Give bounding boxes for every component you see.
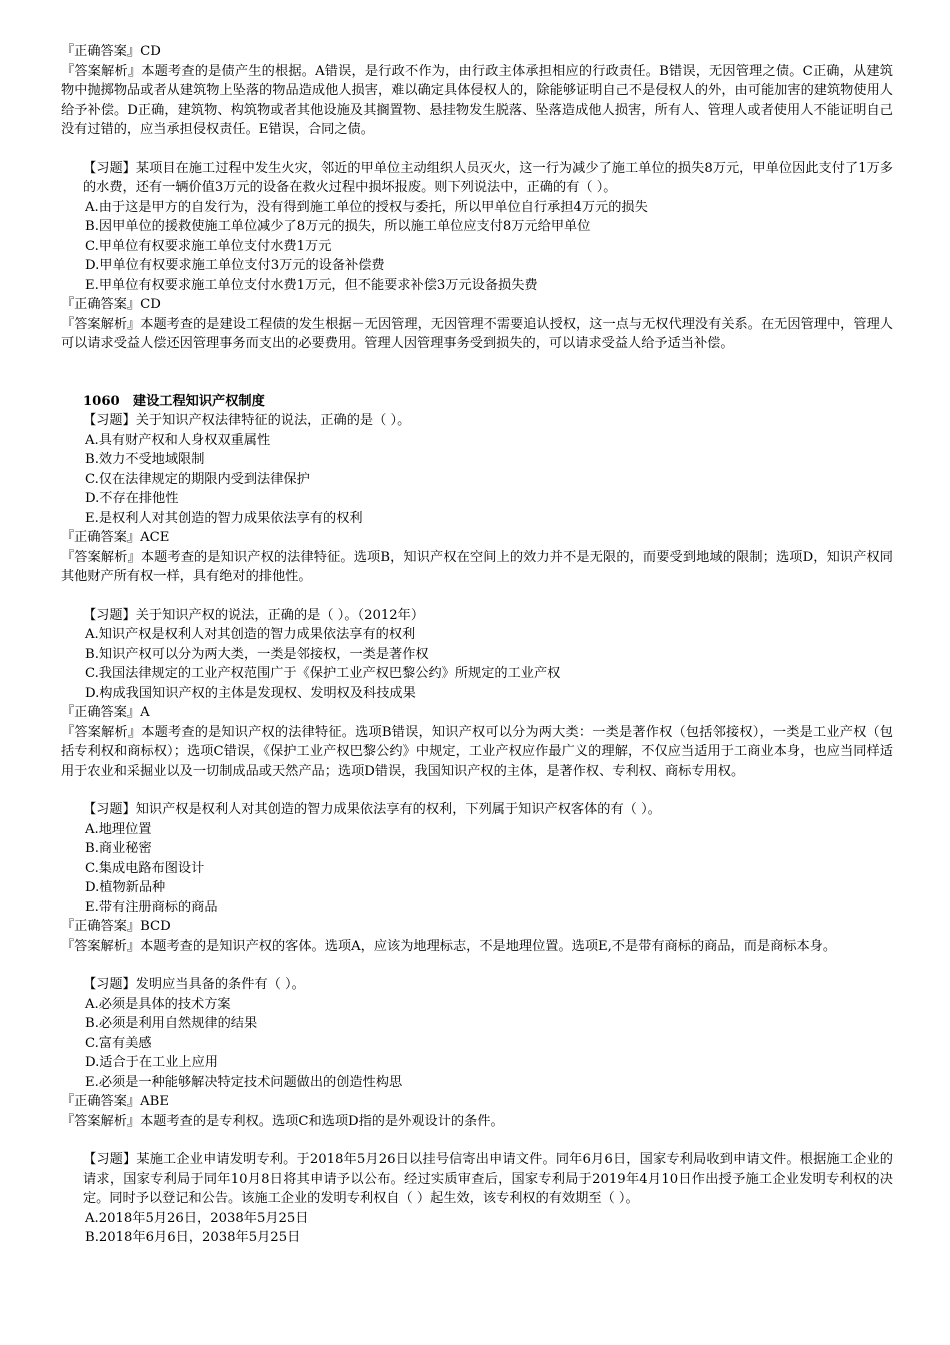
q1-option-e: E.甲单位有权要求施工单位支付水费1万元，但不能要求补偿3万元设备损失费 <box>85 277 538 293</box>
q5-stem: 【习题】发明应当具备的条件有（ ）。 <box>83 977 305 992</box>
q5-answer: 『正确答案』ABE <box>61 1094 169 1109</box>
q3-stem: 【习题】关于知识产权的说法，正确的是（ ）。（2012年） <box>83 607 425 623</box>
q4-option-d: D.植物新品种 <box>85 880 166 895</box>
q5-option-c: C.富有美感 <box>85 1035 152 1051</box>
q0-analysis: 『答案解析』本题考查的是债产生的根据。A错误，是行政不作为，由行政主体承担相应的行政责任。B错误，无因管理之债。C正确，从建筑物中抛掷物品或者从建筑物上坠落的物品造成他人损害，难以确定具体侵权人的，除能够证明自己不是侵权人的外，由可能加害的建筑物使用人给予补偿。D正确，建筑物、构筑物或者其他设施及其搁置物、悬挂物发生脱落、坠落造成他人损害，所有人、管理人或者使用人不能证明自己没有过错的，应当承担侵权责任。E错误，合同之债。 <box>61 63 893 137</box>
q2-option-e: E.是权利人对其创造的智力成果依法享有的权利 <box>85 510 363 526</box>
q0-answer: 『正确答案』CD <box>61 44 161 59</box>
q5-analysis: 『答案解析』本题考查的是专利权。选项C和选项D指的是外观设计的条件。 <box>61 1113 504 1129</box>
q4-option-e: E.带有注册商标的商品 <box>85 899 218 915</box>
q1-option-d: D.甲单位有权要求施工单位支付3万元的设备补偿费 <box>85 258 385 273</box>
q4-analysis: 『答案解析』本题考查的是知识产权的客体。选项A，应该为地理标志，不是地理位置。选项E,不是带有商标的商品，而是商标本身。 <box>61 938 837 954</box>
q4-answer: 『正确答案』BCD <box>61 919 171 934</box>
q5-option-b: B.必须是利用自然规律的结果 <box>85 1016 258 1031</box>
q6-stem: 【习题】某施工企业申请发明专利。于2018年5月26日以挂号信寄出申请文件。同年6月6日，国家专利局收到申请文件。根据施工企业的请求，国家专利局于同年10月8日将其申请予以公布。经过实质审查后，国家专利局于2019年4月10日作出授予施工企业发明专利权的决定。同时予以登记和公告。该施工企业的发明专利权自（ ）起生效，该专利权的有效期至（ ）。 <box>83 1152 893 1206</box>
q2-option-b: B.效力不受地域限制 <box>85 452 205 467</box>
q4-stem: 【习题】知识产权是权利人对其创造的智力成果依法享有的权利，下列属于知识产权客体的有（ ）。 <box>83 802 661 817</box>
q3-analysis: 『答案解析』本题考查的是知识产权的法律特征。选项B错误，知识产权可以分为两大类：一类是著作权（包括邻接权），一类是工业产权（包括专利权和商标权）；选项C错误，《保护工业产权巴黎公约》中规定，工业产权应作最广义的理解，不仅应当适用于工商业本身，也应当同样适用于农业和采掘业以及一切制成品或天然产品；选项D错误，我国知识产权的主体，是著作权、专利权、商标专用权。 <box>61 724 893 779</box>
q2-analysis: 『答案解析』本题考查的是知识产权的法律特征。选项B，知识产权在空间上的效力并不是无限的，而要受到地域的限制；选项D，知识产权同其他财产所有权一样，具有绝对的排他性。 <box>61 549 893 584</box>
q4-option-c: C.集成电路布图设计 <box>85 860 205 876</box>
q3-option-d: D.构成我国知识产权的主体是发现权、发明权及科技成果 <box>85 685 416 701</box>
q3-answer: 『正确答案』A <box>61 705 150 720</box>
q1-stem: 【习题】某项目在施工过程中发生火灾，邻近的甲单位主动组织人员灭火，这一行为减少了施工单位的损失8万元，甲单位因此支付了1万多的水费，还有一辆价值3万元的设备在救火过程中损坏报废。则下列说法中，正确的有（ ）。 <box>83 160 893 195</box>
q2-stem: 【习题】关于知识产权法律特征的说法，正确的是（ ）。 <box>83 413 411 428</box>
document-page <box>61 42 893 1248</box>
q5-option-a: A.必须是具体的技术方案 <box>85 996 231 1012</box>
q5-option-d: D.适合于在工业上应用 <box>85 1055 218 1070</box>
q2-answer: 『正确答案』ACE <box>61 530 170 545</box>
q2-option-a: A.具有财产权和人身权双重属性 <box>85 432 271 448</box>
q1-option-a: A.由于这是甲方的自发行为，没有得到施工单位的授权与委托，所以甲单位自行承担4万元的损失 <box>85 199 648 215</box>
q4-option-b: B.商业秘密 <box>85 841 152 856</box>
q2-option-c: C.仅在法律规定的期限内受到法律保护 <box>85 471 310 487</box>
q5-option-e: E.必须是一种能够解决特定技术问题做出的创造性构思 <box>85 1074 403 1090</box>
q3-option-b: B.知识产权可以分为两大类，一类是邻接权，一类是著作权 <box>85 646 429 662</box>
q1-answer: 『正确答案』CD <box>61 297 161 312</box>
q1-option-c: C.甲单位有权要求施工单位支付水费1万元 <box>85 238 332 254</box>
q1-analysis: 『答案解析』本题考查的是建设工程债的发生根据－无因管理，无因管理不需要追认授权，这一点与无权代理没有关系。在无因管理中，管理人可以请求受益人偿还因管理事务而支出的必要费用。管理人因管理事务受到损失的，可以请求受益人给予适当补偿。 <box>61 316 893 351</box>
q1-option-b: B.因甲单位的援救使施工单位减少了8万元的损失，所以施工单位应支付8万元给甲单位 <box>85 219 591 234</box>
q2-option-d: D.不存在排他性 <box>85 491 179 506</box>
q6-option-b: B.2018年6月6日，2038年5月25日 <box>85 1230 301 1245</box>
q3-option-a: A.知识产权是权利人对其创造的智力成果依法享有的权利 <box>85 627 416 642</box>
q6-option-a: A.2018年5月26日，2038年5月25日 <box>85 1210 309 1226</box>
section-heading: 1060 建设工程知识产权制度 <box>83 393 265 409</box>
q3-option-c: C.我国法律规定的工业产权范围广于《保护工业产权巴黎公约》所规定的工业产权 <box>85 666 561 681</box>
q4-option-a: A.地理位置 <box>85 821 152 837</box>
